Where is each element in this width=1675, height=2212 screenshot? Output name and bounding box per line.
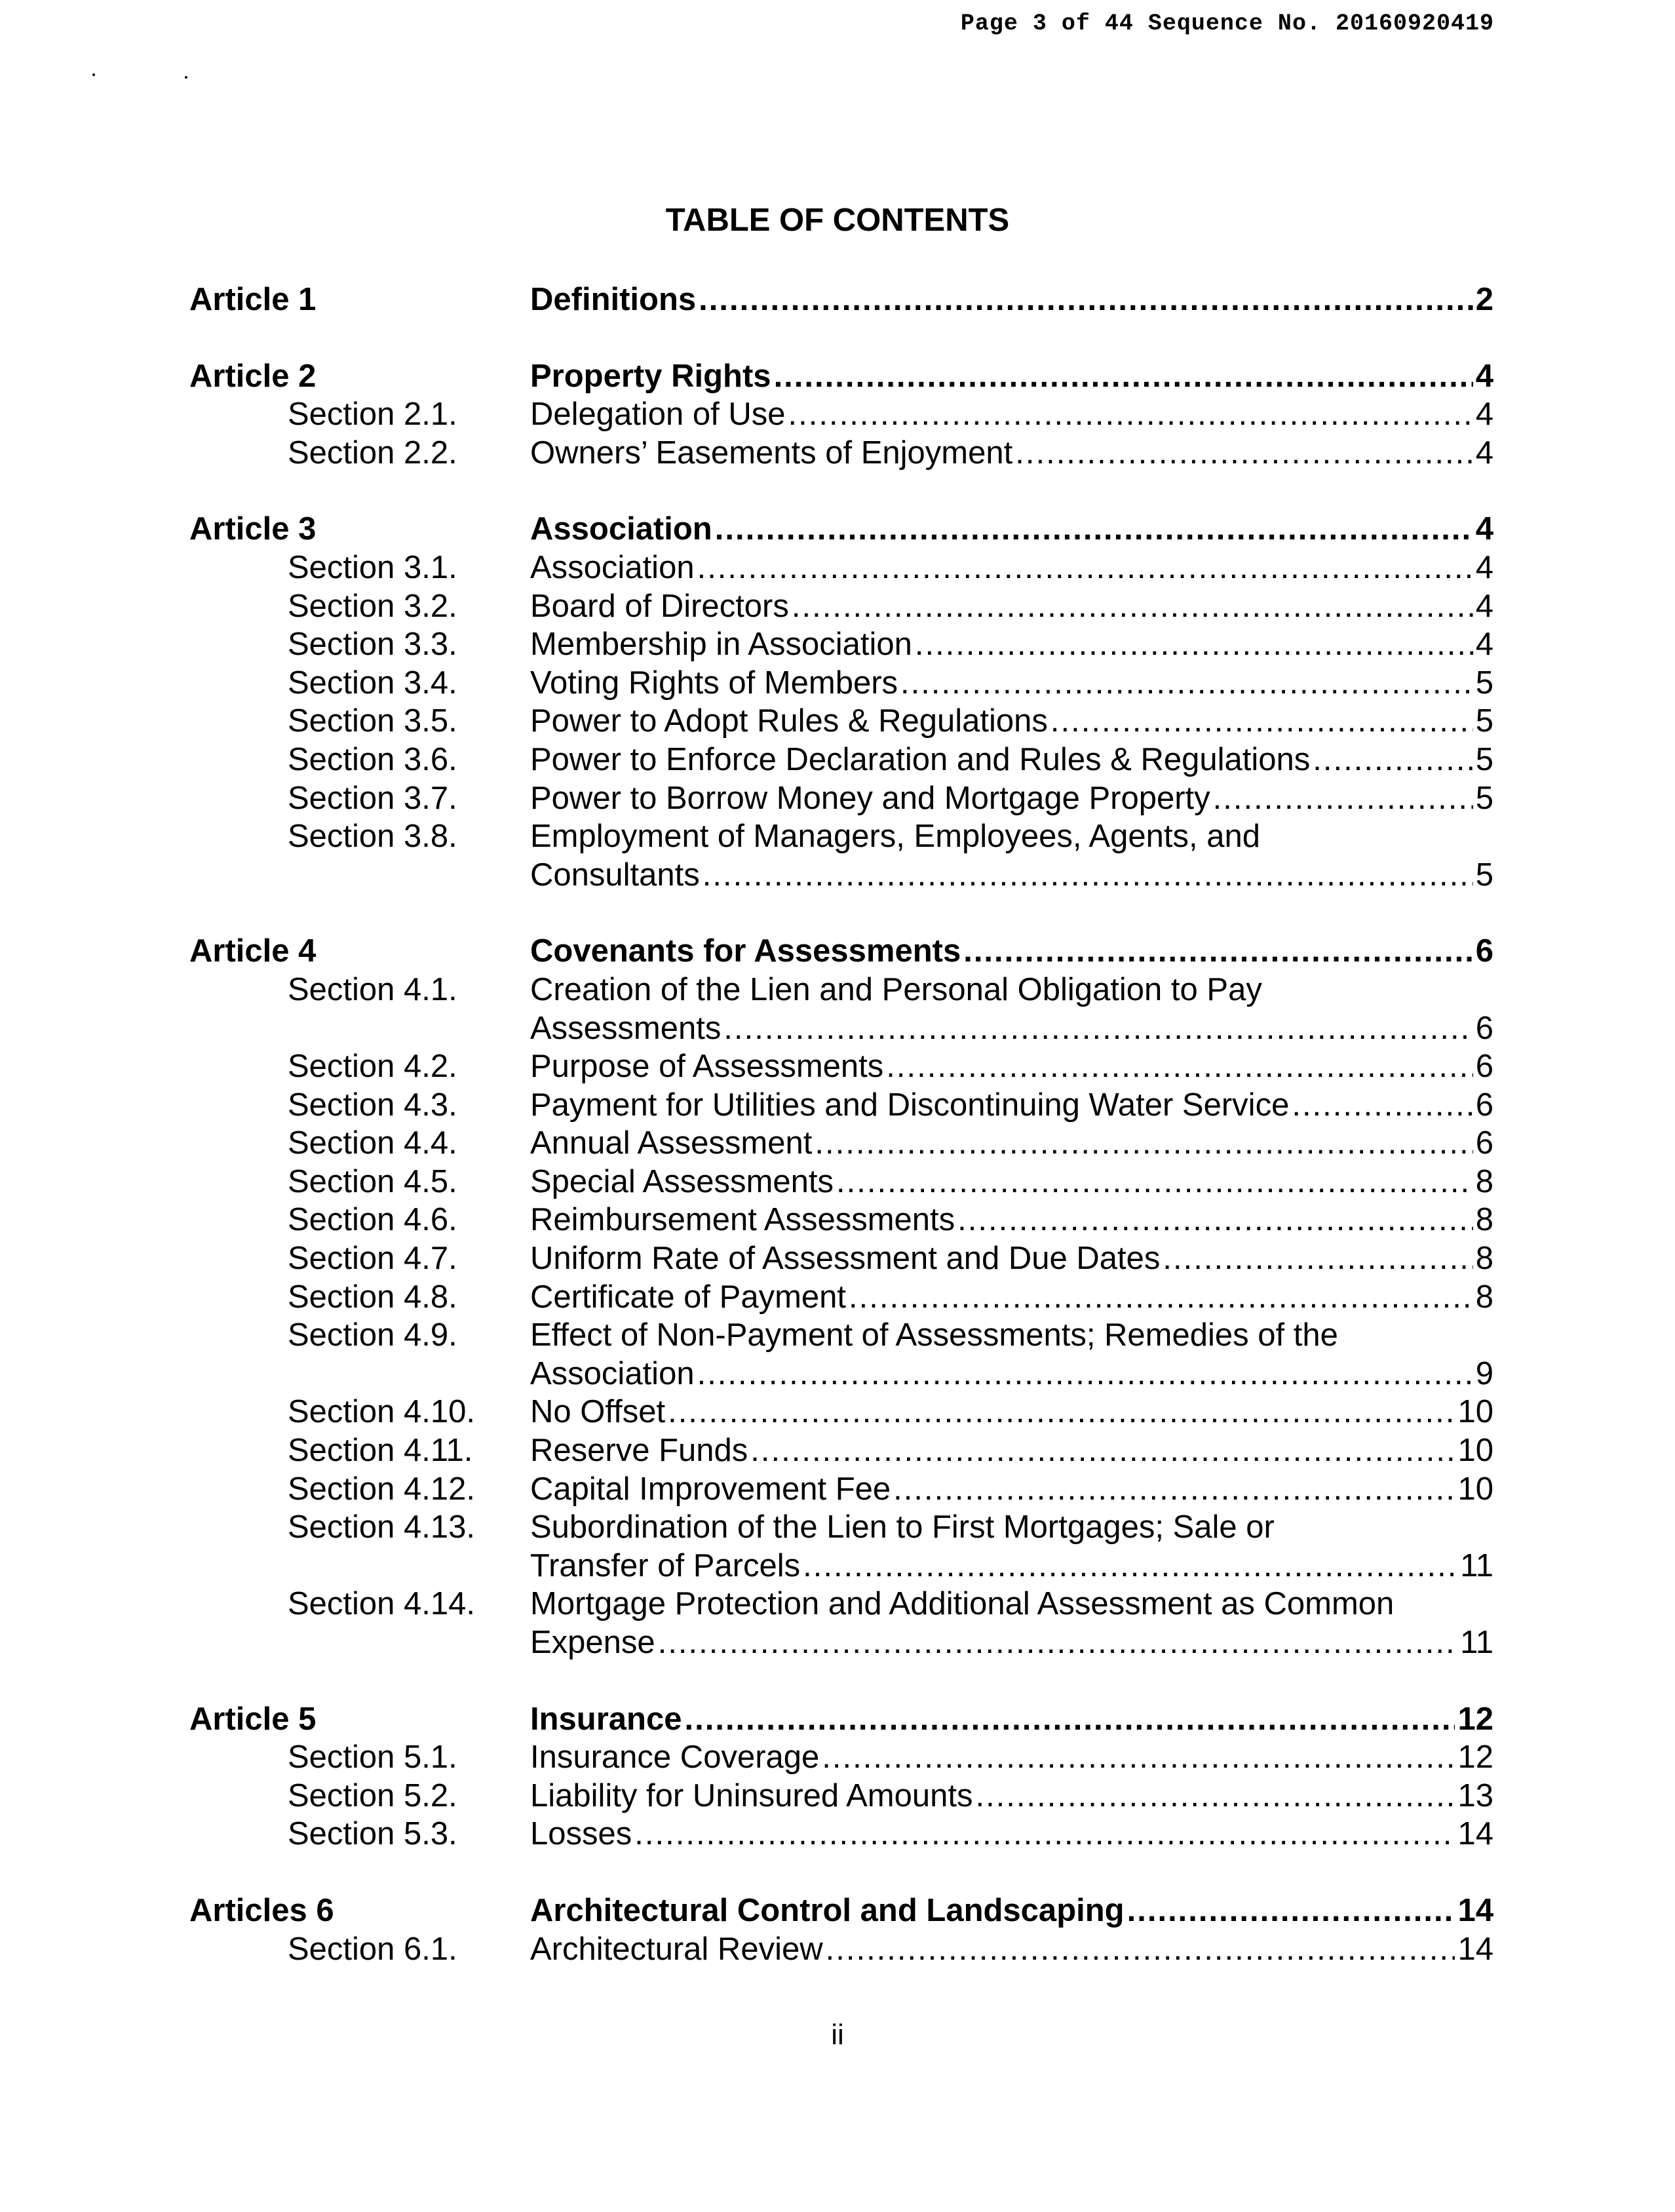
toc-page-number: 8 [1475, 1279, 1493, 1315]
toc-page-number: 11 [1460, 1625, 1493, 1660]
toc-entry [530, 1316, 1493, 1355]
toc-article-title: Covenants for Assessments [530, 933, 961, 969]
toc-entry [530, 395, 1493, 434]
toc-page-number: 6 [1475, 1125, 1493, 1161]
toc-entry [530, 1201, 1493, 1239]
toc-page-number: 13 [1457, 1777, 1493, 1814]
toc-section-row [189, 971, 1493, 1009]
toc-section-row [189, 1393, 1493, 1431]
toc-article-label: Article 2 [189, 358, 317, 394]
toc-article-title: Insurance [530, 1701, 682, 1737]
toc-page-number: 5 [1475, 741, 1493, 777]
toc-section-title: Transfer of Parcels [530, 1547, 801, 1583]
toc-section-title: Board of Directors [530, 588, 789, 624]
toc-dot-leader [1050, 702, 1473, 741]
toc-page-number: 8 [1475, 1163, 1493, 1199]
toc-page-number: 10 [1457, 1471, 1493, 1507]
toc-section-title: Annual Assessment [530, 1125, 813, 1161]
toc-section-title: Capital Improvement Fee [530, 1471, 891, 1507]
toc-dot-leader [774, 357, 1473, 396]
toc-dot-leader [963, 932, 1473, 971]
toc-section-label: Section 3.8. [288, 819, 457, 855]
toc-page-number: 4 [1475, 511, 1493, 547]
toc-page-number: 14 [1457, 1931, 1493, 1967]
toc-article-title: Definitions [530, 282, 697, 317]
toc-dot-leader [849, 1278, 1473, 1317]
toc-section-title: Reimbursement Assessments [530, 1202, 955, 1238]
toc-section-title: Power to Adopt Rules & Regulations [530, 703, 1048, 739]
toc-page-number: 4 [1475, 627, 1493, 663]
toc-section-title: Liability for Uninsured Amounts [530, 1777, 973, 1814]
toc-entry [530, 1585, 1493, 1623]
page-title: TABLE OF CONTENTS [665, 203, 1010, 238]
toc-dot-leader [822, 1738, 1455, 1777]
toc-section-row [189, 1738, 1493, 1777]
toc-article-group [189, 1892, 1493, 1968]
toc-dot-leader [1313, 741, 1473, 779]
toc-section-title: Payment for Utilities and Discontinuing Water Service [530, 1087, 1290, 1123]
toc-page-number: 8 [1475, 1241, 1493, 1277]
toc-section-label: Section 6.1. [288, 1931, 457, 1967]
toc-section-label: Section 4.12. [288, 1471, 476, 1507]
toc-dot-leader [1127, 1892, 1455, 1930]
toc-section-row [189, 664, 1493, 703]
toc-section-title: Uniform Rate of Assessment and Due Dates [530, 1241, 1161, 1277]
toc-entry [530, 587, 1493, 626]
toc-section-title: Mortgage Protection and Additional Assessment as Common [530, 1586, 1395, 1622]
toc-section-row [189, 817, 1493, 856]
toc-section-title: Purpose of Assessments [530, 1049, 884, 1085]
toc-dot-leader [697, 1355, 1473, 1393]
toc-section-row [189, 1470, 1493, 1509]
toc-section-title: Losses [530, 1816, 632, 1852]
toc-dot-leader [703, 856, 1473, 895]
toc-section-title: Special Assessments [530, 1163, 834, 1199]
toc-section-row [189, 1163, 1493, 1201]
toc-page-number: 4 [1475, 549, 1493, 585]
toc-section-row [189, 1623, 1493, 1662]
toc-section-row [189, 395, 1493, 434]
toc-section-row [189, 1086, 1493, 1125]
toc-section-label: Section 3.1. [288, 549, 457, 585]
toc-dot-leader [658, 1623, 1457, 1662]
toc-section-label: Section 4.10. [288, 1394, 476, 1430]
toc-section-title: Creation of the Lien and Personal Obligation to Pay [530, 971, 1262, 1007]
toc-section-row [189, 1201, 1493, 1239]
toc-article-label: Article 1 [189, 282, 317, 317]
toc-section-row [189, 1278, 1493, 1317]
toc-section-row [189, 1239, 1493, 1278]
toc-entry [530, 1930, 1493, 1969]
toc-dot-leader [1015, 434, 1473, 473]
toc-entry [530, 1163, 1493, 1201]
toc-entry [530, 1738, 1493, 1777]
toc-section-row [189, 1047, 1493, 1086]
toc-entry [530, 1431, 1493, 1470]
toc-dot-leader [697, 549, 1473, 587]
toc-section-label: Section 5.1. [288, 1739, 457, 1775]
toc-entry [530, 357, 1493, 396]
toc-dot-leader [684, 1700, 1455, 1739]
toc-dot-leader [1213, 779, 1473, 818]
toc-entry [530, 1547, 1493, 1585]
toc-section-row [189, 434, 1493, 473]
toc-entry [530, 779, 1493, 818]
toc-article-title: Association [530, 511, 712, 547]
toc-entry [530, 434, 1493, 473]
toc-dot-leader [1292, 1086, 1473, 1125]
toc-entry [530, 549, 1493, 587]
toc-section-title: Employment of Managers, Employees, Agents, and [530, 819, 1260, 855]
toc-section-label: Section 3.7. [288, 780, 457, 816]
toc-article-label: Articles 6 [189, 1892, 334, 1928]
toc-entry [530, 1355, 1493, 1393]
toc-section-label: Section 4.14. [288, 1586, 476, 1622]
toc-section-row [189, 1815, 1493, 1853]
toc-section-label: Section 5.2. [288, 1777, 457, 1814]
toc-dot-leader [715, 510, 1473, 549]
toc-section-title: Power to Enforce Declaration and Rules & Regulations [530, 741, 1311, 777]
toc-section-row [189, 741, 1493, 779]
toc-page-number: 4 [1475, 397, 1493, 433]
toc-dot-leader [803, 1547, 1457, 1585]
toc-dot-leader [723, 1009, 1473, 1048]
toc-entry [530, 971, 1493, 1009]
toc-section-row [189, 587, 1493, 626]
toc-page-number: 14 [1457, 1816, 1493, 1852]
toc-section-label: Section 4.5. [288, 1163, 457, 1199]
toc-entry [530, 1086, 1493, 1125]
toc-page-number: 4 [1475, 588, 1493, 624]
toc-section-row [189, 549, 1493, 587]
toc-section-label: Section 4.2. [288, 1049, 457, 1085]
toc-section-row [189, 1930, 1493, 1969]
scan-speck [92, 73, 95, 76]
table-of-contents [189, 281, 1493, 2006]
toc-article-label: Article 3 [189, 511, 317, 547]
toc-entry [530, 281, 1493, 319]
toc-section-label: Section 3.2. [288, 588, 457, 624]
toc-entry [530, 817, 1493, 856]
toc-section-title: Association [530, 1355, 695, 1391]
toc-article-row [189, 932, 1493, 971]
toc-section-title: Expense [530, 1625, 655, 1660]
toc-section-row [189, 856, 1493, 895]
toc-article-group [189, 281, 1493, 319]
toc-section-row [189, 1009, 1493, 1048]
toc-section-row [189, 779, 1493, 818]
toc-dot-leader [915, 625, 1473, 664]
toc-page-number: 6 [1475, 1010, 1493, 1046]
toc-page-number: 2 [1475, 282, 1493, 317]
toc-section-label: Section 4.11. [288, 1433, 473, 1469]
toc-section-label: Section 4.6. [288, 1202, 457, 1238]
toc-section-title: Architectural Review [530, 1931, 823, 1967]
toc-entry [530, 1239, 1493, 1278]
toc-dot-leader [792, 587, 1473, 626]
toc-page-number: 6 [1475, 933, 1493, 969]
toc-section-title: Subordination of the Lien to First Mortgages; Sale or [530, 1509, 1275, 1545]
toc-page-number: 5 [1475, 780, 1493, 816]
toc-entry [530, 1892, 1493, 1930]
toc-section-label: Section 3.4. [288, 665, 457, 701]
toc-page-number: 12 [1457, 1701, 1493, 1737]
toc-article-group [189, 510, 1493, 894]
toc-dot-leader [975, 1777, 1455, 1815]
toc-article-row [189, 1892, 1493, 1930]
toc-entry [530, 702, 1493, 741]
toc-dot-leader [699, 281, 1473, 319]
toc-section-title: Assessments [530, 1010, 722, 1046]
toc-entry [530, 1777, 1493, 1815]
toc-entry [530, 932, 1493, 971]
toc-article-row [189, 281, 1493, 319]
toc-section-label: Section 4.13. [288, 1509, 476, 1545]
toc-page-number: 4 [1475, 358, 1493, 394]
toc-page-number: 14 [1457, 1892, 1493, 1928]
toc-section-title: Association [530, 549, 695, 585]
toc-section-label: Section 2.2. [288, 435, 457, 471]
toc-dot-leader [634, 1815, 1455, 1853]
toc-section-label: Section 4.8. [288, 1279, 457, 1315]
toc-article-label: Article 5 [189, 1701, 317, 1737]
toc-section-row [189, 1777, 1493, 1815]
toc-dot-leader [750, 1431, 1455, 1470]
toc-page-number: 6 [1475, 1049, 1493, 1085]
toc-article-label: Article 4 [189, 933, 317, 969]
toc-section-label: Section 4.9. [288, 1317, 457, 1353]
toc-section-label: Section 4.7. [288, 1241, 457, 1277]
toc-dot-leader [893, 1470, 1455, 1509]
page-sequence-stamp: Page 3 of 44 Sequence No. 20160920419 [960, 10, 1494, 37]
toc-section-label: Section 3.3. [288, 627, 457, 663]
toc-page-number: 5 [1475, 665, 1493, 701]
toc-article-group [189, 357, 1493, 473]
toc-article-row [189, 510, 1493, 549]
toc-section-label: Section 4.4. [288, 1125, 457, 1161]
toc-entry [530, 1623, 1493, 1662]
toc-section-row [189, 1585, 1493, 1623]
toc-section-row [189, 625, 1493, 664]
toc-page-number: 6 [1475, 1087, 1493, 1123]
toc-section-title: Voting Rights of Members [530, 665, 898, 701]
toc-section-label: Section 3.5. [288, 703, 457, 739]
toc-section-row [189, 1316, 1493, 1355]
toc-section-label: Section 2.1. [288, 397, 457, 433]
toc-dot-leader [886, 1047, 1473, 1086]
toc-entry [530, 664, 1493, 703]
toc-page-number: 10 [1457, 1394, 1493, 1430]
toc-section-label: Section 3.6. [288, 741, 457, 777]
toc-page-number: 4 [1475, 435, 1493, 471]
toc-page-number: 9 [1475, 1355, 1493, 1391]
toc-dot-leader [1163, 1239, 1473, 1278]
toc-section-title: Reserve Funds [530, 1433, 748, 1469]
toc-dot-leader [957, 1201, 1473, 1239]
toc-article-row [189, 357, 1493, 396]
toc-entry [530, 1009, 1493, 1048]
toc-article-title: Architectural Control and Landscaping [530, 1892, 1125, 1928]
toc-entry [530, 1393, 1493, 1431]
toc-page-number: 11 [1460, 1547, 1493, 1583]
toc-article-group [189, 932, 1493, 1661]
toc-entry [530, 625, 1493, 664]
toc-page-number: 5 [1475, 703, 1493, 739]
page-number: ii [831, 2019, 844, 2051]
toc-article-title: Property Rights [530, 358, 771, 394]
toc-entry [530, 1700, 1493, 1739]
toc-section-label: Section 4.3. [288, 1087, 457, 1123]
toc-entry [530, 856, 1493, 895]
toc-section-row [189, 1508, 1493, 1547]
toc-article-group [189, 1700, 1493, 1853]
toc-section-title: No Offset [530, 1394, 666, 1430]
toc-page-number: 5 [1475, 857, 1493, 893]
toc-entry [530, 510, 1493, 549]
toc-entry [530, 1508, 1493, 1547]
toc-section-row [189, 702, 1493, 741]
toc-section-title: Insurance Coverage [530, 1739, 820, 1775]
toc-section-title: Consultants [530, 857, 700, 893]
toc-entry [530, 1470, 1493, 1509]
toc-section-title: Delegation of Use [530, 397, 786, 433]
toc-section-title: Certificate of Payment [530, 1279, 847, 1315]
toc-dot-leader [900, 664, 1473, 703]
toc-page-number: 10 [1457, 1433, 1493, 1469]
toc-section-row [189, 1547, 1493, 1585]
toc-section-row [189, 1431, 1493, 1470]
toc-page-number: 12 [1457, 1739, 1493, 1775]
toc-section-title: Owners’ Easements of Enjoyment [530, 435, 1013, 471]
toc-dot-leader [815, 1124, 1473, 1163]
toc-entry [530, 1815, 1493, 1853]
toc-section-label: Section 4.1. [288, 971, 457, 1007]
toc-entry [530, 1124, 1493, 1163]
toc-section-row [189, 1355, 1493, 1393]
toc-dot-leader [788, 395, 1473, 434]
scan-speck [185, 76, 187, 79]
toc-dot-leader [836, 1163, 1473, 1201]
toc-section-title: Power to Borrow Money and Mortgage Property [530, 780, 1210, 816]
toc-entry [530, 741, 1493, 779]
toc-entry [530, 1278, 1493, 1317]
toc-dot-leader [826, 1930, 1455, 1969]
toc-section-row [189, 1124, 1493, 1163]
toc-page-number: 8 [1475, 1202, 1493, 1238]
toc-section-title: Membership in Association [530, 627, 912, 663]
toc-article-row [189, 1700, 1493, 1739]
toc-section-title: Effect of Non-Payment of Assessments; Remedies of the [530, 1317, 1338, 1353]
toc-entry [530, 1047, 1493, 1086]
toc-dot-leader [668, 1393, 1455, 1431]
toc-section-label: Section 5.3. [288, 1816, 457, 1852]
